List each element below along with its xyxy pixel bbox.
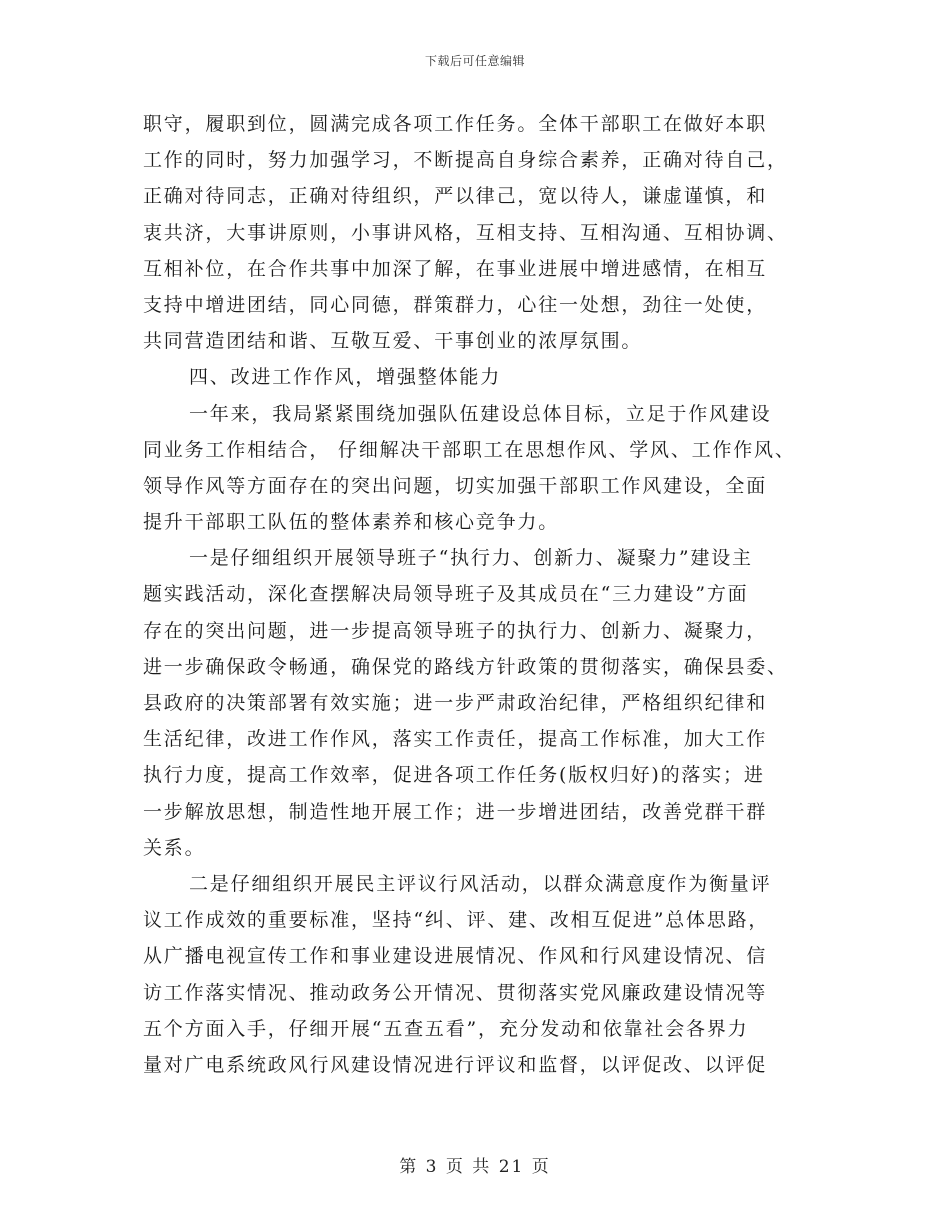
body-text-line: 领导作风等方面存在的突出问题，切实加强干部职工作风建设，全面: [143, 474, 768, 497]
body-text-line: 一步解放思想，制造性地开展工作；进一步增进团结，改善党群干群: [143, 800, 768, 823]
page-header-note: 下载后可任意编辑: [424, 54, 525, 68]
body-text-line: 一年来，我局紧紧围绕加强队伍建设总体目标，立足于作风建设: [189, 402, 772, 425]
body-text-line: 执行力度，提高工作效率，促进各项工作任务(版权归好)的落实；进: [143, 764, 765, 787]
body-text-line: 题实践活动，深化查摆解决局领导班子及其成员在“三力建设”方面: [143, 583, 749, 606]
body-text-line: 量对广电系统政风行风建设情况进行评议和监督，以评促改、以评促: [143, 1053, 768, 1076]
body-text-line: 二是仔细组织开展民主评议行风活动，以群众满意度作为衡量评: [189, 872, 772, 895]
body-text-line: 生活纪律，改进工作作风，落实工作责任，提高工作标准，加大工作: [143, 728, 768, 751]
body-text-line: 正确对待同志，正确对待组织，严以律己，宽以待人，谦虚谨慎，和: [143, 185, 768, 208]
document-body: [143, 106, 815, 1083]
body-text-line: 支持中增进团结，同心同德，群策群力，心往一处想，劲往一处使，: [143, 293, 768, 316]
body-text-line: 互相补位，在合作共事中加深了解，在事业进展中增进感情，在相互: [143, 257, 768, 280]
body-text-line: 工作的同时，努力加强学习，不断提高自身综合素养，正确对待自己，: [143, 149, 788, 172]
body-text-line: 五个方面入手，仔细开展“五查五看”，充分发动和依靠社会各界力: [143, 1017, 749, 1040]
body-text-line: 衷共济，大事讲原则，小事讲风格，互相支持、互相沟通、互相协调、: [143, 221, 788, 244]
body-text-line: 存在的突出问题，进一步提高领导班子的执行力、创新力、凝聚力，: [143, 619, 768, 642]
body-text-line: 县政府的决策部署有效实施；进一步严肃政治纪律，严格组织纪律和: [143, 692, 768, 714]
body-text-line: 提升干部职工队伍的整体素养和核心竞争力。: [143, 511, 560, 534]
body-text-line: 同业务工作相结合， 仔细解决干部职工在思想作风、学风、工作作风、: [143, 438, 796, 461]
body-text-line: 议工作成效的重要标准，坚持“纠、评、建、改相互促进”总体思路，: [143, 909, 770, 932]
body-text-line: 共同营造团结和谐、互敬互爱、干事创业的浓厚氛围。: [143, 330, 643, 353]
body-text-line: 关系。: [143, 836, 206, 859]
body-text-line: 从广播电视宣传工作和事业建设进展情况、作风和行风建设情况、信: [143, 945, 768, 968]
body-text-line: 一是仔细组织开展领导班子“执行力、创新力、凝聚力”建设主: [189, 547, 753, 570]
body-text-line: 职守，履职到位，圆满完成各项工作任务。全体干部职工在做好本职: [143, 113, 768, 135]
body-text-line: 进一步确保政令畅通，确保党的路线方针政策的贯彻落实，确保县委、: [143, 655, 788, 678]
body-text-line: 访工作落实情况、推动政务公开情况、贯彻落实党风廉政建设情况等: [143, 981, 768, 1004]
body-text-line: 四、改进工作作风，增强整体能力: [189, 366, 502, 389]
page-footer: 第 3 页 共 21 页: [399, 1157, 551, 1177]
